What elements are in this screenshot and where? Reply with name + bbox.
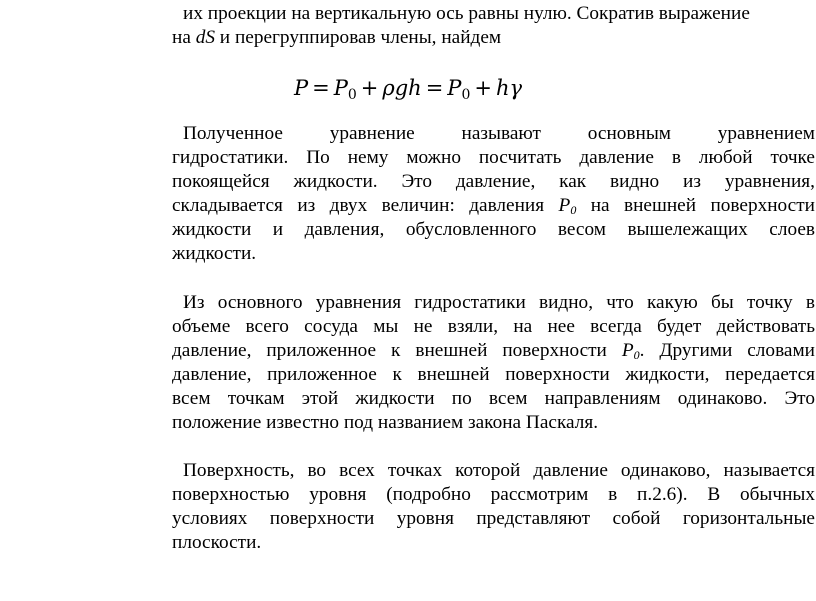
para1-text: на внешней поверхности xyxy=(576,195,815,216)
para2-line-2: объеме всего сосуда мы не взяли, на нее всегда будет действовать xyxy=(172,316,815,337)
formula-P0: P xyxy=(447,76,462,100)
para3-line-2: поверхностью уровня (подробно рассмотрим в п.2.6). В обычных xyxy=(172,484,815,505)
intro-line-2 xyxy=(172,26,815,50)
para2-line-1: Из основного уравнения гидростатики видно, что какую бы точку в xyxy=(183,292,815,313)
formula-equals: = xyxy=(425,76,444,100)
para2-text: давление, приложенное к внешней поверхности xyxy=(172,340,622,361)
para1-line-3: покоящейся жидкости. Это давление, как видно из уравнения, xyxy=(172,171,815,192)
formula-P0: P xyxy=(333,76,348,100)
formula-h-gamma: hγ xyxy=(495,76,523,100)
para1-text: складывается из двух величин: давления xyxy=(172,195,559,216)
para2-line-4: давление, приложенное к внешней поверхности жидкости, передается xyxy=(172,364,815,385)
para2-line-3 xyxy=(172,339,815,363)
formula-subscript: 0 xyxy=(461,87,471,103)
formula-equals: = xyxy=(312,76,330,100)
hydrostatic-formula xyxy=(0,74,816,102)
para1-line-5: жидкости и давления, обусловленного весом вышележащих слоев xyxy=(172,219,815,240)
para3-line-1: Поверхность, во всех точках которой давление одинаково, называется xyxy=(183,460,815,481)
variable-P0: $P_0$ xyxy=(621,340,640,362)
formula-subscript: 0 xyxy=(347,87,357,103)
formula-P: P xyxy=(293,76,309,100)
para1-line-1: Полученное уравнение называют основным уравнением xyxy=(183,123,815,144)
variable-P0: $P_0$ xyxy=(558,195,577,217)
para2-line-5: всем точкам этой жидкости по всем направлениям одинаково. Это xyxy=(172,388,815,409)
formula-plus: + xyxy=(474,76,492,100)
para2-line-6: положение известно под названием закона Паскаля. xyxy=(172,412,599,433)
para3-line-4: плоскости. xyxy=(172,532,262,553)
variable-dS: dS xyxy=(195,27,215,48)
para3-line-3: условиях поверхности уровня представляют собой горизонтальные xyxy=(172,508,815,529)
formula-rho-g-h: ρgh xyxy=(382,76,422,100)
intro-text: на xyxy=(172,27,196,48)
intro-line-1: их проекции на вертикальную ось равны нулю. Сократив выражение xyxy=(183,3,750,24)
para1-line-2: гидростатики. По нему можно посчитать давление в любой точке xyxy=(172,147,815,168)
formula-plus: + xyxy=(360,76,379,100)
para1-line-4 xyxy=(172,194,815,218)
para1-line-6: жидкости. xyxy=(172,243,257,264)
intro-text: и перегруппировав члены, найдем xyxy=(214,27,502,48)
para2-text: . Другими словами xyxy=(639,340,815,361)
